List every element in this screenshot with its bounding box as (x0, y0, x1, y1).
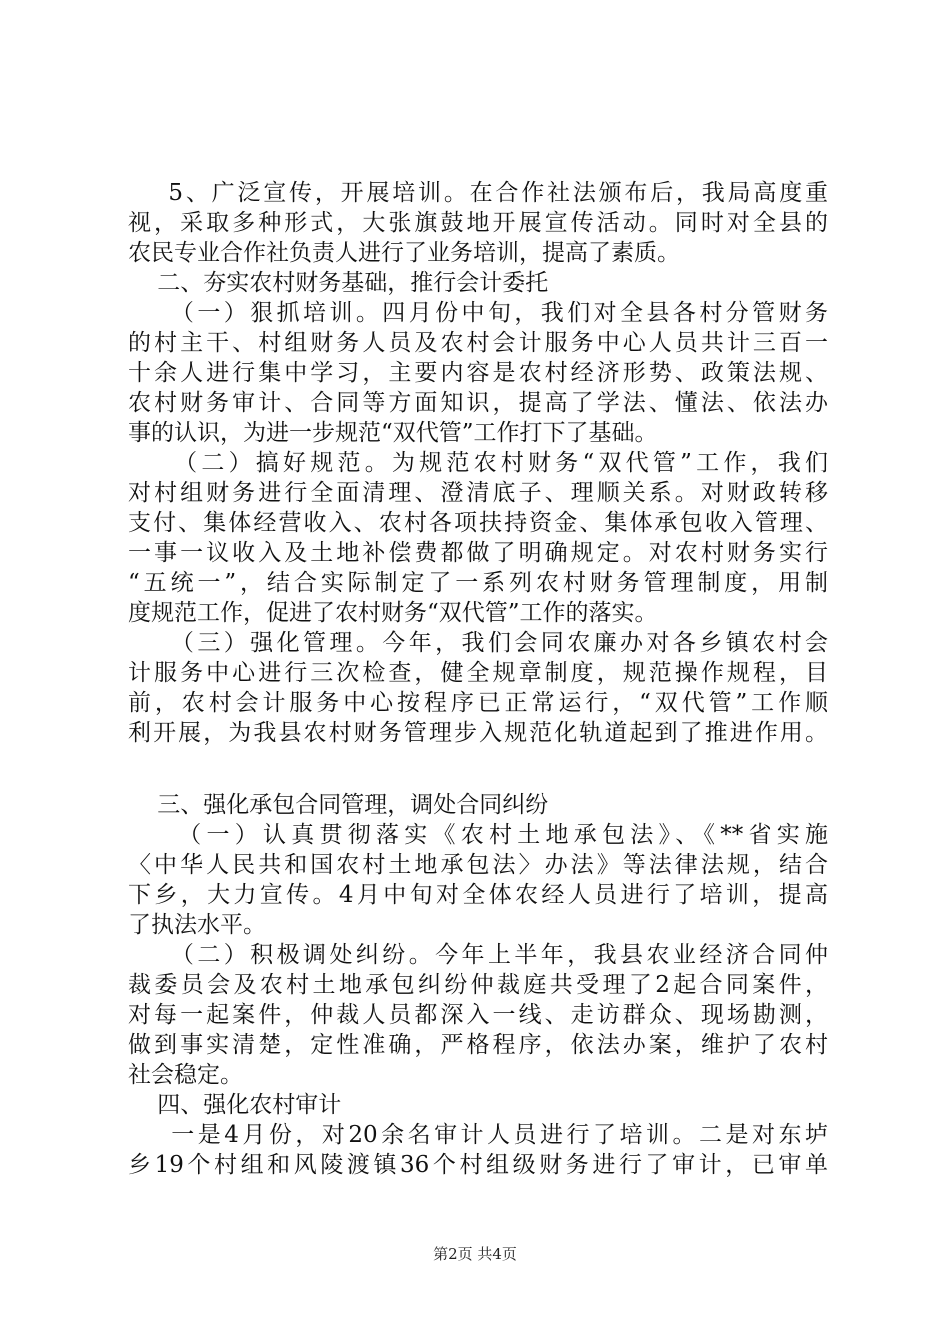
para-training (128, 298, 828, 448)
text-line: 视，采取多种形式，大张旗鼓地开展宣传活动。同时对全县的 (128, 210, 828, 236)
text-line: （一）认真贯彻落实《农村土地承包法》、《**省实施 (128, 822, 828, 848)
text-line: 一是4月份，对20余名审计人员进行了培训。二是对东垆 (128, 1122, 828, 1148)
text-line: （二）积极调处纠纷。今年上半年，我县农业经济合同仲 (128, 942, 828, 968)
text-line: 十余人进行集中学习，主要内容是农村经济形势、政策法规、 (128, 360, 828, 386)
heading-section-4 (128, 1090, 828, 1120)
text-line: （二）搞好规范。为规范农村财务“双代管”工作，我们 (128, 450, 828, 476)
text-line: 〈中华人民共和国农村土地承包法〉办法》等法律法规，结合 (128, 852, 828, 878)
text-line: 前，农村会计服务中心按程序已正常运行，“双代管”工作顺 (128, 690, 828, 716)
text-line: “五统一”，结合实际制定了一系列农村财务管理制度，用制 (128, 570, 828, 596)
document-body (128, 178, 828, 1180)
text-line: 的村主干、村组财务人员及农村会计服务中心人员共计三百一 (128, 330, 828, 356)
para-audit (128, 1120, 828, 1180)
text-line: （三）强化管理。今年，我们会同农廉办对各乡镇农村会 (128, 630, 828, 656)
text-line: （一）狠抓培训。四月份中旬，我们对全县各村分管财务 (128, 300, 828, 326)
text-line: 支付、集体经营收入、农村各项扶持资金、集体承包收入管理、 (128, 510, 828, 536)
text-line: 对村组财务进行全面清理、澄清底子、理顺关系。对财政转移 (128, 480, 828, 506)
page-number-footer: 第2页 共4页 (433, 1245, 517, 1263)
text-line: 度规范工作，促进了农村财务“双代管”工作的落实。 (128, 600, 658, 626)
text-line: 农村财务审计、合同等方面知识，提高了学法、懂法、依法办 (128, 390, 828, 416)
heading-section-3 (128, 790, 828, 820)
text-line: 社会稳定。 (128, 1062, 243, 1088)
text-line: 三、强化承包合同管理，调处合同纠纷 (128, 792, 549, 818)
text-line: 农民专业合作社负责人进行了业务培训，提高了素质。 (128, 240, 680, 266)
heading-section-2 (128, 268, 828, 298)
para-disputes (128, 940, 828, 1090)
text-line: 5、广泛宣传，开展培训。在合作社法颁布后，我局高度重 (128, 180, 828, 206)
text-line: 一事一议收入及土地补偿费都做了明确规定。对农村财务实行 (128, 540, 828, 566)
text-line: 乡19个村组和风陵渡镇36个村组级财务进行了审计，已审单 (128, 1152, 828, 1178)
text-line: 利开展，为我县农村财务管理步入规范化轨道起到了推进作用。 (128, 720, 828, 746)
para-promotion (128, 178, 828, 268)
text-line: 裁委员会及农村土地承包纠纷仲裁庭共受理了2起合同案件， (128, 972, 828, 998)
para-law (128, 820, 828, 940)
text-line: 下乡，大力宣传。4月中旬对全体农经人员进行了培训，提高 (128, 882, 828, 908)
para-management (128, 628, 828, 748)
text-line: 了执法水平。 (128, 912, 266, 938)
text-line: 对每一起案件，仲裁人员都深入一线、走访群众、现场勘测， (128, 1002, 828, 1028)
paragraph-spacer (128, 748, 828, 790)
text-line: 四、强化农村审计 (128, 1092, 342, 1118)
text-line: 计服务中心进行三次检查，健全规章制度，规范操作规程，目 (128, 660, 828, 686)
text-line: 做到事实清楚，定性准确，严格程序，依法办案，维护了农村 (128, 1032, 828, 1058)
text-line: 二、夯实农村财务基础，推行会计委托 (128, 270, 549, 296)
para-standardize (128, 448, 828, 628)
text-line: 事的认识，为进一步规范“双代管”工作打下了基础。 (128, 420, 658, 446)
